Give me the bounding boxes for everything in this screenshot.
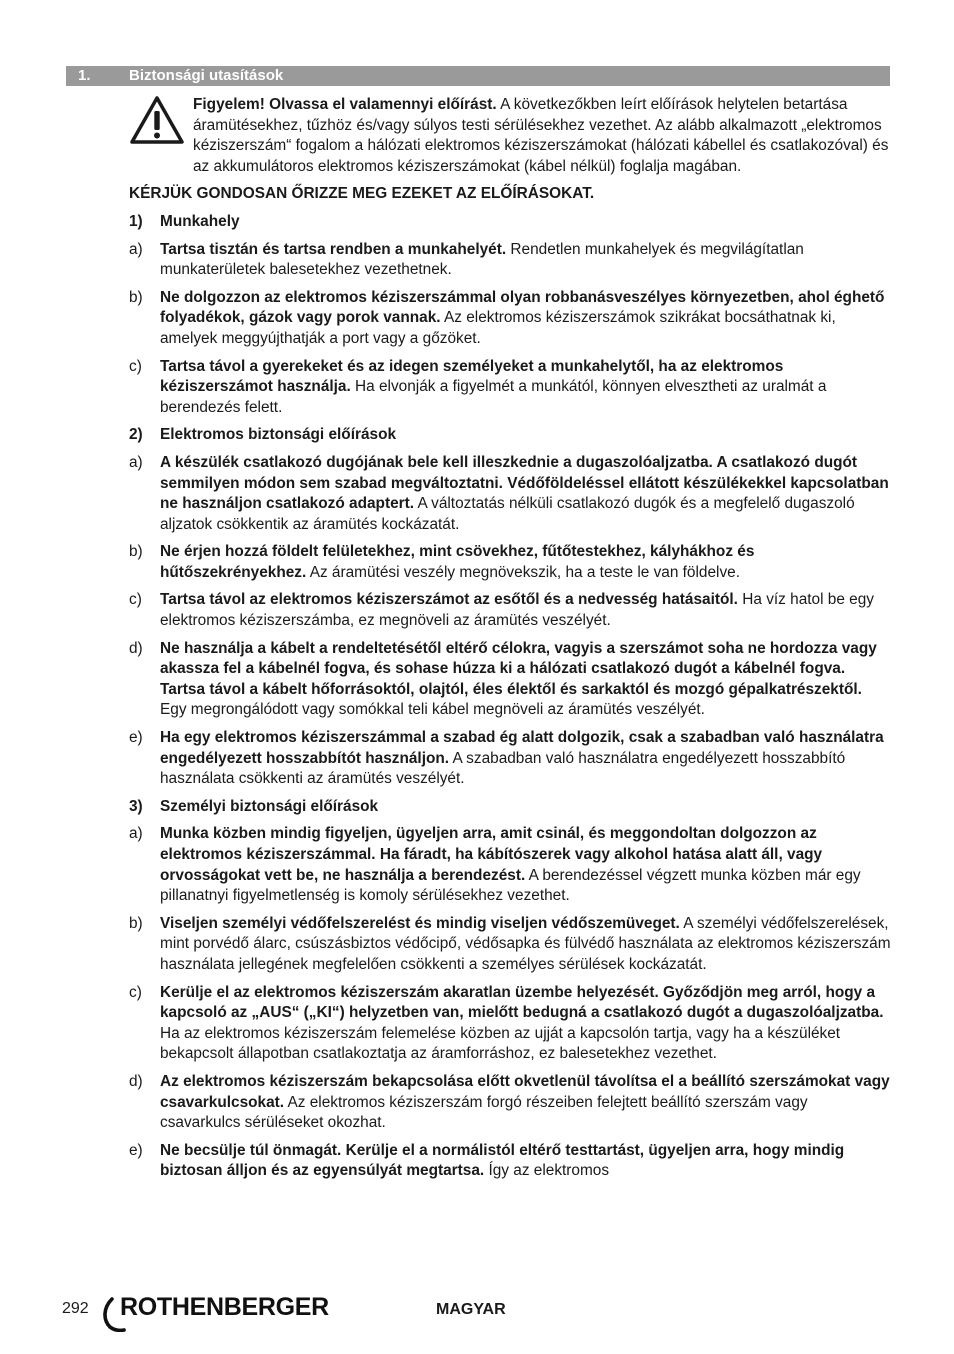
item-bold-text: Viseljen személyi védőfelszerelést és mindig viseljen védőszemüveget. [160, 914, 680, 932]
instruction-item [129, 542, 891, 583]
item-bold-text: Ne dolgozzon az elektromos kéziszerszámmal olyan robbanásveszélyes környezetben, ahol éghető folyadékok, gázok vagy porok vannak. [160, 288, 885, 327]
instruction-item [129, 1072, 891, 1134]
section-heading [129, 797, 891, 818]
section-heading-number: 3) [129, 797, 143, 815]
item-letter: d) [129, 639, 143, 657]
item-bold-text: Az elektromos kéziszerszám bekapcsolása előtt okvetlenül távolítsa el a beállító szerszámokat vagy csavarkulcsokat. [160, 1072, 890, 1111]
item-bold-text: Kerülje el az elektromos kéziszerszám akaratlan üzembe helyezését. Győződjön meg arról, hogy a kapcsoló az „AUS“ („KI“) helyzetben van, mielőtt bedugná a csatlakozó dugót a dugaszolóaljzatba. [160, 983, 884, 1022]
instruction-item [129, 728, 891, 790]
item-bold-text: Tartsa tisztán és tartsa rendben a munkahelyét. [160, 240, 507, 258]
item-text: A szabadban való használatra engedélyezett hosszabbító használata csökkenti az áramütés veszélyét. [160, 749, 846, 788]
item-text: A berendezéssel végzett munka közben már egy pillanatnyi figyelmetlenség is komoly sérülésekhez vezethet. [160, 866, 861, 905]
warning-triangle-icon [129, 95, 185, 145]
main-content [129, 95, 891, 1189]
item-text: Rendetlen munkahelyek és megvilágítatlan munkaterületek balesetekhez vezethetnek. [160, 240, 804, 279]
item-text: A változtatás nélküli csatlakozó dugók és a megfelelő dugaszoló aljzatok csökkentik az áramütés kockázatát. [160, 495, 855, 533]
item-letter: a) [129, 240, 143, 258]
item-text: Ha víz hatol be egy elektromos kéziszerszámba, ez megnöveli az áramütés veszélyét. [160, 591, 874, 630]
item-text: Az elektromos kéziszerszám forgó részeiben felejtett beállító szerszám vagy csavarkulcs sérüléseket okozhat. [160, 1093, 808, 1132]
section-heading [129, 212, 891, 233]
section-heading-title: Munkahely [160, 212, 240, 230]
intro-paragraph [129, 95, 891, 177]
item-bold-text: Ne becsülje túl önmagát. Kerülje el a normálistól eltérő testtartást, ügyeljen arra, hogy mindig biztosan álljon és az egyensúlyát megtartsa. [160, 1141, 845, 1180]
item-letter: d) [129, 1072, 143, 1090]
item-text: Az áramütési veszély megnövekszik, ha a teste le van földelve. [306, 563, 740, 581]
section-heading-title: Elektromos biztonsági előírások [160, 426, 397, 444]
instruction-item [129, 824, 891, 906]
item-letter: e) [129, 729, 143, 747]
instruction-item [129, 288, 891, 350]
section-title: Biztonsági utasítások [129, 67, 284, 84]
instruction-item [129, 357, 891, 419]
language-label: MAGYAR [436, 1301, 506, 1318]
item-letter: b) [129, 914, 143, 932]
page-number: 292 [62, 1300, 89, 1317]
item-bold-text: A készülék csatlakozó dugójának bele kell illeszkednie a dugaszolóaljzatba. A csatlakozó dugót semmilyen módon sem szabad megváltoztatni. Védőföldeléssel ellátott készülékekkel kapcsolatban ne használjon csatlakozó adaptert. [160, 453, 889, 513]
item-text: Ha az elektromos kéziszerszám felemelése közben az ujját a kapcsolón tartja, vagy ha a készüléket bekapcsolt állapotban csatlakoztatja az áramforráshoz, ez balesetekhez vezethet. [160, 1024, 841, 1063]
section-number: 1. [78, 67, 91, 84]
brand-logo [100, 1293, 350, 1332]
item-bold-text: Munka közben mindig figyeljen, ügyeljen arra, amit csinál, és meggondoltan dolgozzon az elektromos kéziszerszámmal. Ha fáradt, ha kábítószerek vagy alkohol hatása alatt áll, vagy orvosságokat vett be, ne használja a berendezést. [160, 825, 823, 884]
item-bold-text: Tartsa távol a gyerekeket és az idegen személyeket a munkahelytől, ha az elektromos kéziszerszámot használja. [160, 357, 784, 396]
item-letter: c) [129, 357, 142, 375]
item-letter: a) [129, 825, 143, 843]
instruction-item [129, 914, 891, 976]
brand-name: ROTHENBERGER [120, 1293, 329, 1321]
instruction-item [129, 590, 891, 631]
instruction-item [129, 453, 891, 535]
item-bold-text: Ne érjen hozzá földelt felületekhez, mint csövekhez, fűtőtestekhez, kályhákhoz és hűtőszekrényekhez. [160, 543, 755, 581]
item-text: A személyi védőfelszerelések, mint porvédő álarc, csúszásbiztos védőcipő, védősapka és fülvédő használata az elektromos kéziszerszám használata jellegének megfelelően csökkenti a személyes sérülések kockázatát. [160, 914, 891, 973]
section-heading-number: 2) [129, 426, 143, 444]
instruction-item [129, 983, 891, 1065]
item-bold-text: Ne használja a kábelt a rendeltetésétől eltérő célokra, vagyis a szerszámot soha ne hordozza vagy akassza fel a kábelnél fogva, és sohase húzza ki a hálózati csatlakozó dugót a kábelnél fogva. Tartsa távol a kábelt hőforrásoktól, olajtól, éles élektől és sarkaktól és mozgó gépalkatrészektől. [160, 639, 877, 698]
section-heading-number: 1) [129, 212, 143, 230]
intro-bold-text: Figyelem! Olvassa el valamennyi előírást. [193, 96, 497, 113]
item-text: Ha elvonják a figyelmét a munkától, könnyen elvesztheti az uralmát a berendezés felett. [160, 378, 827, 416]
item-letter: a) [129, 453, 143, 471]
keep-notice: KÉRJÜK GONDOSAN ŐRIZZE MEG EZEKET AZ ELŐÍRÁSOKAT. [129, 185, 595, 203]
instruction-item [129, 240, 891, 281]
instruction-item [129, 1141, 891, 1182]
item-letter: c) [129, 983, 142, 1001]
item-letter: c) [129, 591, 142, 609]
section-heading [129, 425, 891, 446]
section-heading-title: Személyi biztonsági előírások [160, 797, 379, 815]
item-letter: b) [129, 288, 143, 306]
intro-text: A következőkben leírt előírások helytelen betartása áramütésekhez, tűzhöz és/vagy súlyos testi sérülésekhez vezethet. Az alább alkalmazott „elektromos kéziszerszám“ fogalom a hálózati elektromos kéziszerszámokat (hálózati kábellel és csatlakozóval) és az akkumulátoros elektromos kéziszerszámokat (kábel nélkül) foglalja magában. [193, 96, 889, 175]
section-header-bar [66, 66, 890, 86]
item-bold-text: Ha egy elektromos kéziszerszámmal a szabad ég alatt dolgozik, csak a szabadban való használatra engedélyezett hosszabbítót használjon. [160, 729, 884, 767]
page-footer [0, 1293, 954, 1336]
item-text: Az elektromos kéziszerszámok szikrákat bocsáthatnak ki, amelyek meggyújthatják a port vagy a gőzöket. [160, 309, 836, 347]
item-text: Így az elektromos [484, 1162, 610, 1180]
safety-sections [129, 212, 891, 1182]
instruction-item [129, 639, 891, 721]
item-bold-text: Tartsa távol az elektromos kéziszerszámot az esőtől és a nedvesség hatásaitól. [160, 591, 738, 609]
item-text: Egy megrongálódott vagy somókkal teli kábel megnöveli az áramütés veszélyét. [160, 701, 705, 719]
item-letter: b) [129, 543, 143, 561]
item-letter: e) [129, 1141, 143, 1159]
